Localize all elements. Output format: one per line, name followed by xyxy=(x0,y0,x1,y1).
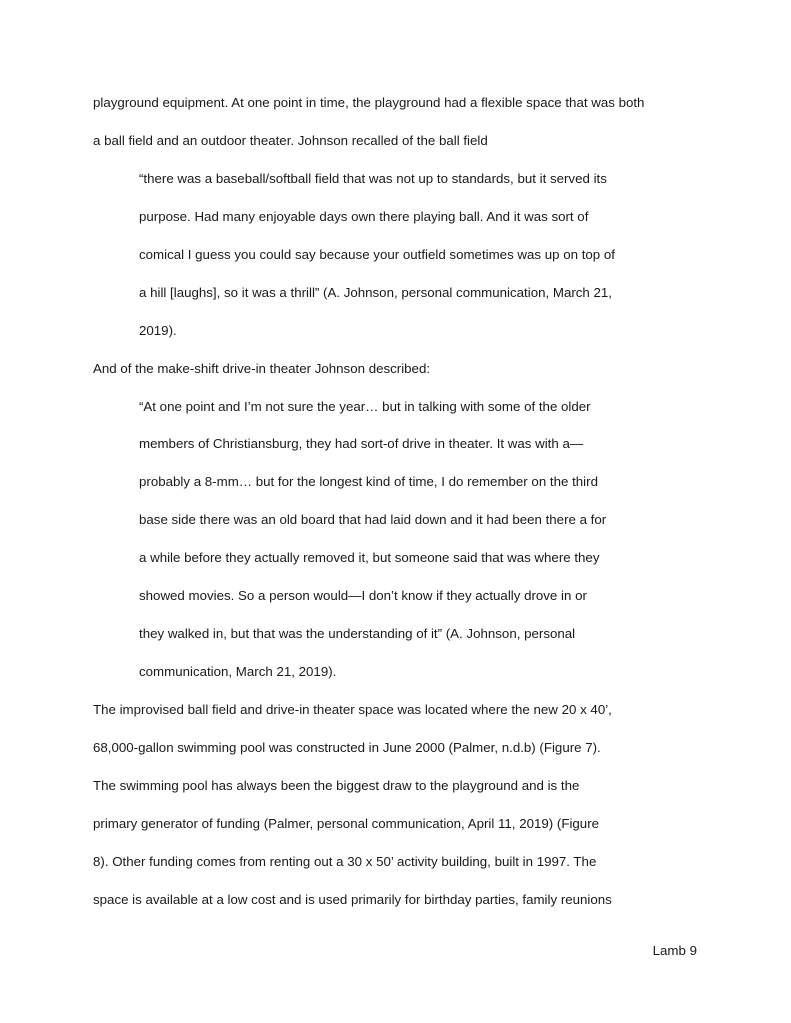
block-quote-line: base side there was an old board that had laid down and it had been there a for xyxy=(139,512,607,527)
body-line: And of the make-shift drive-in theater Johnson described: xyxy=(93,361,431,376)
block-quote-line: a hill [laughs], so it was a thrill” (A. Johnson, personal communication, March 21, xyxy=(139,285,612,300)
body-line: The swimming pool has always been the biggest draw to the playground and is the xyxy=(93,778,580,793)
block-quote-line: 2019). xyxy=(139,323,177,338)
body-line: playground equipment. At one point in time, the playground had a flexible space that was both xyxy=(93,95,645,110)
page-number-footer: Lamb 9 xyxy=(652,943,697,958)
body-line: space is available at a low cost and is used primarily for birthday parties, family reunions xyxy=(93,892,612,907)
block-quote-line: they walked in, but that was the understanding of it” (A. Johnson, personal xyxy=(139,626,576,641)
body-line: 8). Other funding comes from renting out a 30 x 50’ activity building, built in 1997. The xyxy=(93,854,597,869)
block-quote-line: members of Christiansburg, they had sort-of drive in theater. It was with a— xyxy=(139,436,584,451)
block-quote-line: communication, March 21, 2019). xyxy=(139,664,337,679)
block-quote-line: probably a 8-mm… but for the longest kind of time, I do remember on the third xyxy=(139,474,598,489)
body-line: 68,000-gallon swimming pool was constructed in June 2000 (Palmer, n.d.b) (Figure 7). xyxy=(93,740,601,755)
block-quote-line: showed movies. So a person would—I don’t know if they actually drove in or xyxy=(139,588,587,603)
body-line: a ball field and an outdoor theater. Johnson recalled of the ball field xyxy=(93,133,488,148)
block-quote-line: purpose. Had many enjoyable days own there playing ball. And it was sort of xyxy=(139,209,589,224)
block-quote-line: “At one point and I’m not sure the year… but in talking with some of the older xyxy=(139,399,591,414)
body-line: The improvised ball field and drive-in theater space was located where the new 20 x 40’, xyxy=(93,702,612,717)
block-quote-line: comical I guess you could say because your outfield sometimes was up on top of xyxy=(139,247,615,262)
block-quote-line: a while before they actually removed it, but someone said that was where they xyxy=(139,550,600,565)
body-line: primary generator of funding (Palmer, personal communication, April 11, 2019) (Figure xyxy=(93,816,600,831)
block-quote-line: “there was a baseball/softball field that was not up to standards, but it served its xyxy=(139,171,607,186)
